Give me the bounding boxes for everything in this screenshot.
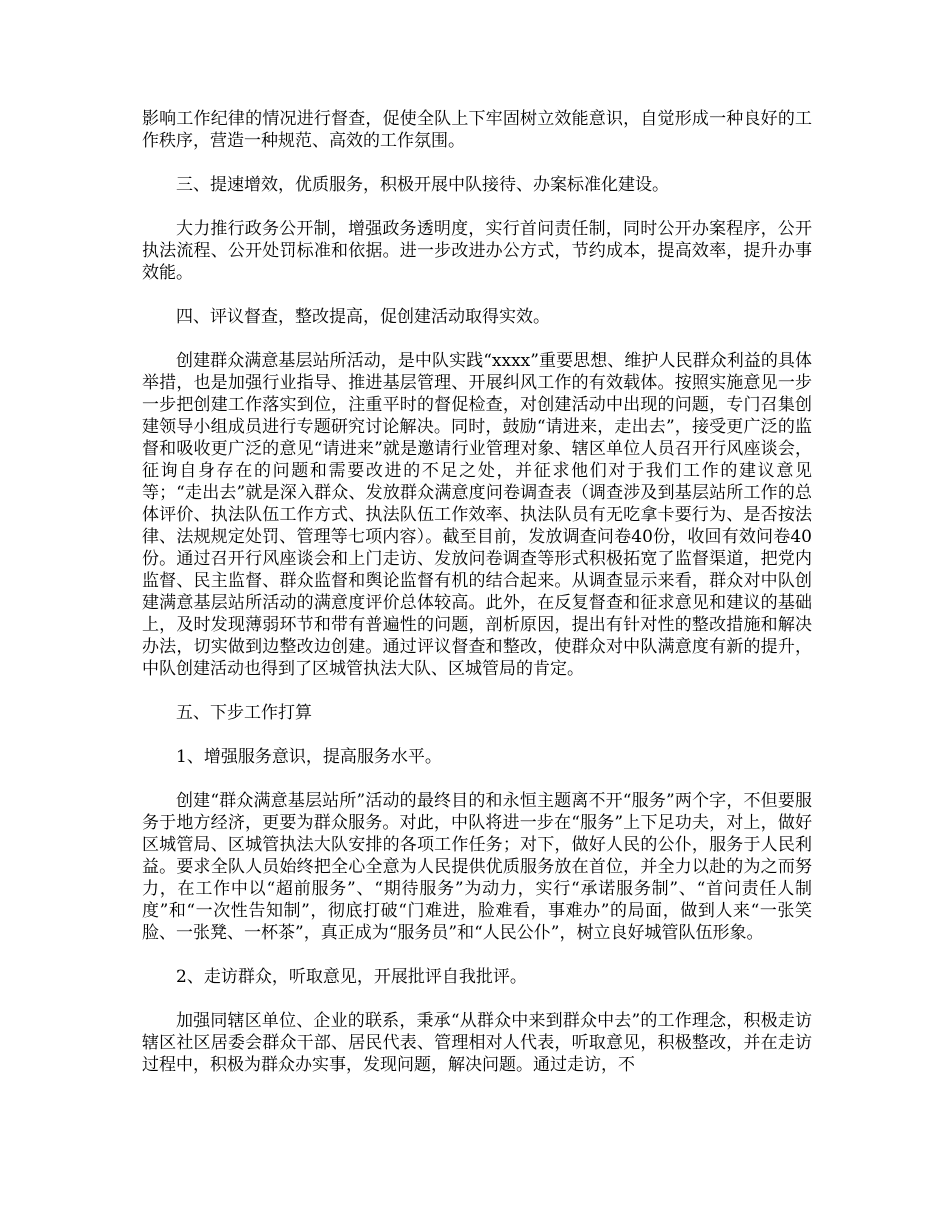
subsection-heading: 2、走访群众，听取意见，开展批评自我批评。: [176, 967, 527, 987]
paragraph: 加强同辖区单位、企业的联系，秉承“从群众中来到群众中去”的工作理念，积极走访辖区社区居委会群众干部、居民代表、管理相对人代表，听取意见，积极整改，并在走访过程中，积极为群众办实事，发现问题，解决问题。通过走访，不: [142, 1011, 812, 1075]
section-heading: 三、提速增效，优质服务，积极开展中队接待、办案标准化建设。: [176, 175, 669, 195]
paragraph: 大力推行政务公开制，增强政务透明度，实行首问责任制，同时公开办案程序，公开执法流程、公开处罚标准和依据。进一步改进办公方式，节约成本，提高效率，提升办事效能。: [142, 219, 812, 283]
subsection-heading: 1、增强服务意识，提高服务水平。: [176, 747, 442, 767]
section-heading: 五、下步工作打算: [176, 703, 312, 723]
paragraph: 创建群众满意基层站所活动，是中队实践“xxxx”重要思想、维护人民群众利益的具体举措，也是加强行业指导、推进基层管理、开展纠风工作的有效载体。按照实施意见一步一步把创建工作落实到位，注重平时的督促检查，对创建活动中出现的问题，专门召集创建领导小组成员进行专题研究讨论解决。同时，鼓励“请进来，走出去”，接受更广泛的监督和吸收更广泛的意见“请进来”就是邀请行业管理对象、辖区单位人员召开行风座谈会，征询自身存在的问题和需要改进的不足之处，并征求他们对于我们工作的建议意见等；“走出去”就是深入群众、发放群众满意度问卷调查表（调查涉及到基层站所工作的总体评价、执法队伍工作方式、执法队伍工作效率、执法队员有无吃拿卡要行为、是否按法律、法规规定处罚、管理等七项内容）。截至目前，发放调查问卷40份，收回有效问卷40份。通过召开行风座谈会和上门走访、发放问卷调查等形式积极拓宽了监督渠道，把党内监督、民主监督、群众监督和舆论监督有机的结合起来。从调查显示来看，群众对中队创建满意基层站所活动的满意度评价总体较高。此外，在反复督查和征求意见和建议的基础上，及时发现薄弱环节和带有普遍性的问题，剖析原因，提出有针对性的整改措施和解决办法，切实做到边整改边创建。通过评议督查和整改，使群众对中队满意度有新的提升，中队创建活动也得到了区城管执法大队、区城管局的肯定。: [142, 351, 812, 679]
document-body: [142, 108, 812, 1098]
paragraph: 创建“群众满意基层站所”活动的最终目的和永恒主题离不开“服务”两个字，不但要服务于地方经济，更要为群众服务。对此，中队将进一步在“服务”上下足功夫，对上，做好区城管局、区城管执法大队安排的各项工作任务；对下，做好人民的公仆，服务于人民利益。要求全队人员始终把全心全意为人民提供优质服务放在首位，并全力以赴的为之而努力，在工作中以“超前服务”、“期待服务”为动力，实行“承诺服务制”、“首问责任人制度”和“一次性告知制”，彻底打破“门难进，脸难看，事难办”的局面，做到人来“一张笑脸、一张凳、一杯茶”，真正成为“服务员”和“人民公仆”，树立良好城管队伍形象。: [142, 791, 812, 943]
paragraph: 影响工作纪律的情况进行督查，促使全队上下牢固树立效能意识，自觉形成一种良好的工作秩序，营造一种规范、高效的工作氛围。: [142, 109, 812, 151]
section-heading: 四、评议督查，整改提高，促创建活动取得实效。: [176, 307, 550, 327]
